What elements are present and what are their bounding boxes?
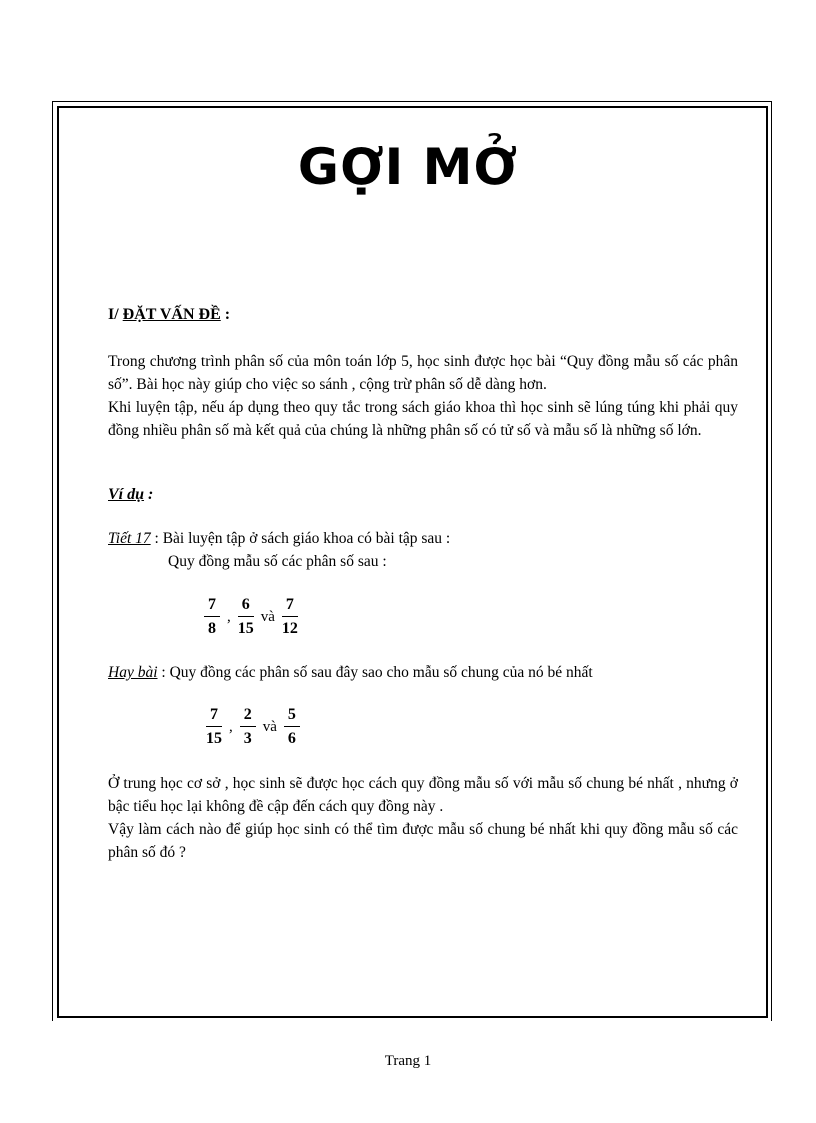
lesson17-fractions	[204, 596, 298, 638]
example-heading	[108, 486, 153, 504]
comma: ,	[227, 608, 231, 625]
fraction: $\frac{2}{3}$	[240, 706, 256, 748]
fraction: $\frac{6}{15}$	[237, 596, 254, 637]
hay-bai-text: : Quy đồng các phân số sau đây sao cho mẫu số chung của nó bé nhất	[161, 664, 593, 681]
closing-paragraph: Vậy làm cách nào để giúp học sinh có thể tìm được mẫu số chung bé nhất khi quy đồng mẫu số các phân số đó ?	[108, 821, 738, 861]
page-number: Trang 1	[384, 1053, 432, 1069]
and-word: và	[262, 718, 277, 735]
example-label-suffix: :	[144, 486, 154, 503]
and-word: và	[260, 608, 275, 625]
lesson17-line	[108, 530, 450, 548]
fraction: $\frac{7}{15}$	[206, 706, 222, 747]
closing-paragraph: Ở trung học cơ sở , học sinh sẽ được học cách quy đồng mẫu số với mẫu số chung bé nhất , nhưng ở bậc tiểu học lại không đề cập đến cách quy đồng này .	[108, 775, 738, 815]
intro-text	[108, 350, 738, 442]
intro-paragraph: Trong chương trình phân số của môn toán lớp 5, học sinh được học bài “Quy đồng mẫu số các phân số”. Bài học này giúp cho việc so sánh , cộng trừ phân số dễ dàng hơn.	[108, 353, 738, 393]
comma: ,	[229, 718, 233, 735]
document-title: GỢI MỞ	[297, 138, 519, 196]
section-number: I/	[108, 306, 123, 323]
hay-bai-line	[108, 664, 593, 682]
hay-bai-fractions	[206, 706, 300, 748]
lesson17-instruction: Quy đồng mẫu số các phân số sau :	[168, 553, 387, 570]
page-border-inner	[57, 106, 768, 1018]
section-heading-suffix: :	[220, 306, 231, 323]
lesson17-label: Tiết 17	[108, 530, 151, 547]
closing-text	[108, 772, 738, 864]
intro-paragraph: Khi luyện tập, nếu áp dụng theo quy tắc trong sách giáo khoa thì học sinh sẽ lúng túng khi phải quy đồng nhiều phân số mà kết quả của chúng là những phân số có tử số và mẫu số là những số lớn.	[108, 399, 738, 439]
fraction: $\frac{7}{8}$	[204, 596, 220, 638]
hay-bai-label: Hay bài	[108, 664, 158, 681]
example-label: Ví dụ	[108, 486, 145, 503]
fraction: $\frac{5}{6}$	[284, 706, 300, 748]
fraction: $\frac{7}{12}$	[281, 596, 298, 637]
section-heading-text: ĐẶT VẤN ĐỀ	[122, 306, 221, 323]
lesson17-text: : Bài luyện tập ở sách giáo khoa có bài tập sau :	[154, 530, 451, 547]
section-heading	[108, 306, 230, 324]
